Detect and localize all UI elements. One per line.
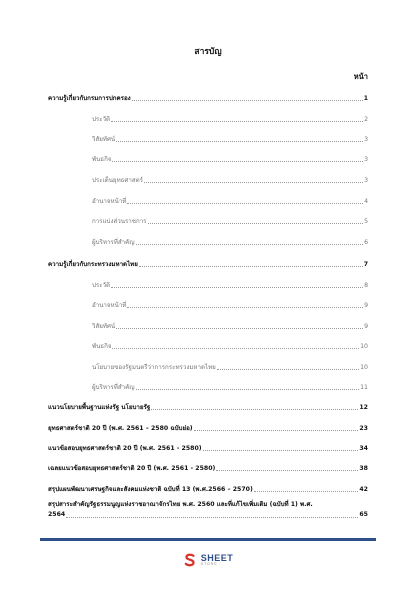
toc-dot-leader bbox=[127, 307, 363, 308]
footer-brand bbox=[0, 548, 416, 572]
toc-dot-leader bbox=[112, 348, 359, 349]
toc-chapter-row[interactable] bbox=[48, 401, 368, 412]
toc-section-row[interactable] bbox=[92, 361, 368, 372]
toc-label: พันธกิจ bbox=[92, 343, 112, 350]
toc-dot-leader bbox=[217, 369, 359, 370]
toc-dot-leader bbox=[216, 470, 358, 471]
toc-label: วิสัยทัศน์ bbox=[92, 136, 116, 143]
toc-dot-leader bbox=[112, 161, 363, 162]
toc-label: อำนาจหน้าที่ bbox=[92, 198, 127, 205]
toc-page-number: 5 bbox=[364, 218, 368, 225]
toc-page-number: 10 bbox=[360, 364, 368, 371]
toc-page-number: 8 bbox=[364, 282, 368, 289]
toc-label: แนวข้อสอบยุทธศาสตร์ชาติ 20 ปี (พ.ศ. 2561 - 2580) bbox=[48, 445, 202, 452]
toc-label: ผู้บริหารที่สำคัญ bbox=[92, 239, 135, 246]
toc-dot-leader bbox=[151, 409, 358, 410]
toc-page-number: 38 bbox=[359, 465, 368, 472]
toc-label: ความรู้เกี่ยวกับกระทรวงมหาดไทย bbox=[48, 261, 138, 268]
toc-page-number: 1 bbox=[363, 95, 368, 102]
page-title: สารบัญ bbox=[194, 47, 222, 57]
toc-dot-leader bbox=[127, 203, 363, 204]
toc-section-row[interactable] bbox=[92, 320, 368, 331]
toc-label-continued: 2564 bbox=[48, 511, 66, 518]
toc-dot-leader bbox=[66, 517, 358, 518]
toc-dot-leader bbox=[203, 450, 359, 451]
toc-label: ประวัติ bbox=[92, 116, 111, 123]
toc-label: สรุปสาระสำคัญรัฐธรรมนูญแห่งราชอาณาจักรไทย พ.ศ. 2560 และที่แก้ไขเพิ่มเติม (ฉบับที่ 1) พ.ศ. bbox=[48, 501, 313, 508]
toc-page-number: 11 bbox=[360, 384, 368, 391]
toc-page-number: 3 bbox=[364, 177, 368, 184]
toc-chapter-row[interactable] bbox=[48, 92, 368, 103]
toc-label: ผู้บริหารที่สำคัญ bbox=[92, 384, 135, 391]
toc-page-number: 9 bbox=[364, 323, 368, 330]
toc-section-row[interactable] bbox=[92, 195, 368, 206]
toc-page-number: 4 bbox=[364, 198, 368, 205]
toc-label: ประเด็นยุทธศาสตร์ bbox=[92, 177, 143, 184]
toc-dot-leader bbox=[132, 100, 363, 101]
toc-page-number: 9 bbox=[364, 302, 368, 309]
footer-rule bbox=[40, 538, 376, 541]
toc-label: พันธกิจ bbox=[92, 156, 112, 163]
toc-label: เฉลยแนวข้อสอบยุทธศาสตร์ชาติ 20 ปี (พ.ศ. 2561 - 2580) bbox=[48, 465, 216, 472]
toc-dot-leader bbox=[136, 389, 360, 390]
toc-chapter-row[interactable] bbox=[48, 442, 368, 453]
toc-section-row[interactable] bbox=[92, 299, 368, 310]
toc-dot-leader bbox=[148, 223, 364, 224]
toc-label: การแบ่งส่วนราชการ bbox=[92, 218, 147, 225]
toc-label: ความรู้เกี่ยวกับกรมการปกครอง bbox=[48, 95, 131, 102]
toc-dot-leader bbox=[139, 266, 363, 267]
toc-page-number: 23 bbox=[359, 425, 368, 432]
toc-page-number: 3 bbox=[364, 156, 368, 163]
toc-section-row[interactable] bbox=[92, 174, 368, 185]
toc-label: อำนาจหน้าที่ bbox=[92, 302, 127, 309]
toc-label: นโยบายของรัฐมนตรีว่าการกระทรวงมหาดไทย bbox=[92, 364, 216, 371]
toc-label: สรุปแผนพัฒนาเศรษฐกิจและสังคมแห่งชาติ ฉบับที่ 13 (พ.ศ.2566 – 2570) bbox=[48, 486, 253, 493]
toc-section-row[interactable] bbox=[92, 340, 368, 351]
toc-label: ประวัติ bbox=[92, 282, 111, 289]
toc-page-number: 42 bbox=[359, 486, 368, 493]
toc-section-row[interactable] bbox=[92, 236, 368, 247]
toc-chapter-row[interactable] bbox=[48, 422, 368, 433]
toc-dot-leader bbox=[111, 287, 363, 288]
toc-label: แนวนโยบายพื้นฐานแห่งรัฐ นโยบายรัฐ bbox=[48, 404, 151, 411]
toc-section-row[interactable] bbox=[92, 113, 368, 124]
toc-dot-leader bbox=[116, 141, 363, 142]
toc-dot-leader bbox=[111, 121, 363, 122]
toc-dot-leader bbox=[144, 182, 363, 183]
toc-label: วิสัยทัศน์ bbox=[92, 323, 116, 330]
toc-page-number: 6 bbox=[364, 239, 368, 246]
toc-dot-leader bbox=[116, 328, 363, 329]
toc-page-number: 3 bbox=[364, 136, 368, 143]
brand-subtitle: STORE bbox=[200, 561, 218, 566]
toc-section-row[interactable] bbox=[92, 133, 368, 144]
toc-dot-leader bbox=[136, 244, 364, 245]
toc-section-row[interactable] bbox=[92, 381, 368, 392]
page-column-header: หน้า bbox=[353, 72, 368, 81]
toc-dot-leader bbox=[194, 430, 359, 431]
toc-section-row[interactable] bbox=[92, 153, 368, 164]
toc-chapter-row[interactable] bbox=[48, 258, 368, 269]
toc-page-number: 65 bbox=[359, 511, 368, 518]
toc-chapter-row[interactable] bbox=[48, 483, 368, 494]
toc-page-number: 34 bbox=[359, 445, 368, 452]
toc-chapter-row[interactable] bbox=[48, 500, 368, 520]
toc-page-number: 10 bbox=[360, 343, 368, 350]
toc-section-row[interactable] bbox=[92, 215, 368, 226]
toc-page-number: 7 bbox=[363, 261, 368, 268]
toc-page-number: 12 bbox=[359, 404, 368, 411]
brand-name: SHEET bbox=[200, 552, 234, 563]
sheet-store-logo-icon bbox=[183, 553, 197, 567]
toc-page-number: 2 bbox=[364, 116, 368, 123]
toc-dot-leader bbox=[254, 491, 359, 492]
toc-section-row[interactable] bbox=[92, 279, 368, 290]
toc-label: ยุทธศาสตร์ชาติ 20 ปี (พ.ศ. 2561 – 2580 ฉบับย่อ) bbox=[48, 425, 193, 432]
toc-chapter-row[interactable] bbox=[48, 462, 368, 473]
